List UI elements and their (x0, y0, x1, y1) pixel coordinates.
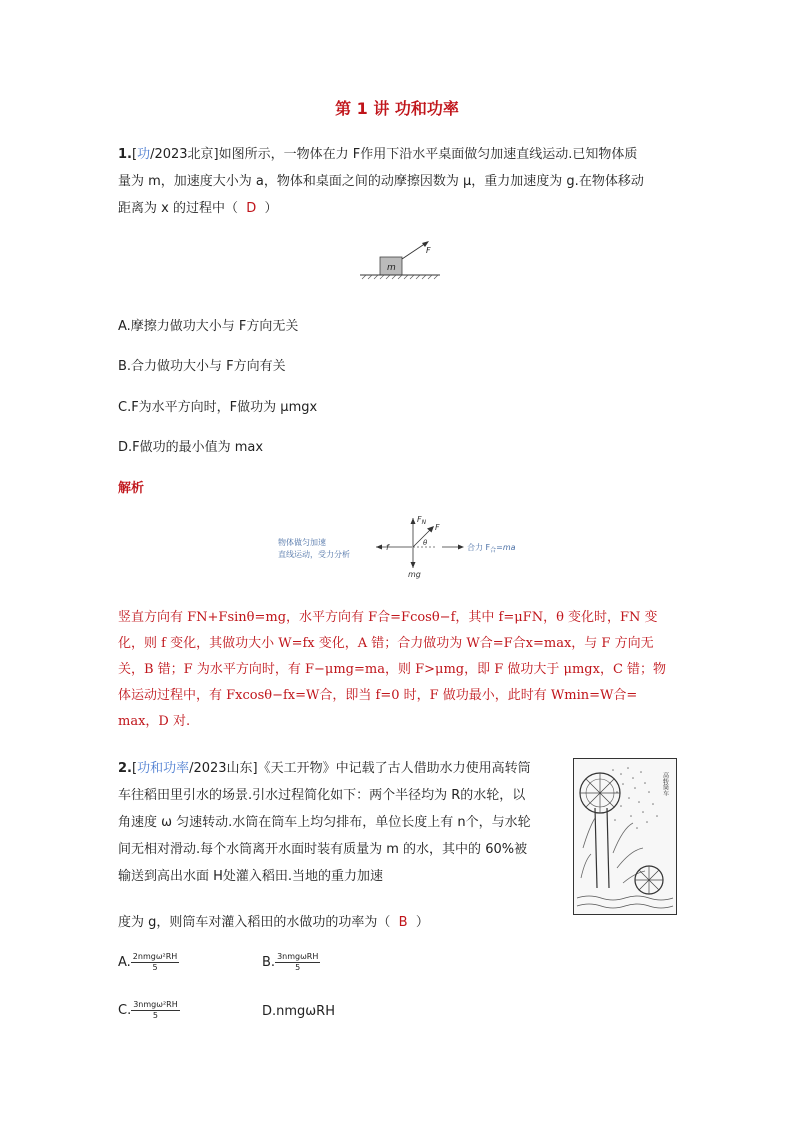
q1-line-1: 1.[功/2023北京]如图所示，一物体在力 F作用下沿水平桌面做匀加速直线运动.已知物体质 (118, 147, 638, 162)
q1-figure-block-force (356, 236, 446, 286)
svg-text:合力 F合=ma: 合力 $F_合=ma$ (467, 543, 516, 554)
q1-option-d: D.F做功的最小值为 max (118, 440, 264, 455)
q2-line-1: 2.[功和功率/2023山东]《天工开物》中记载了古人借助水力使用高转筒 (118, 761, 531, 776)
q2-answer: B (398, 915, 408, 930)
q1-option-b: B.合力做功大小与 F方向有关 (118, 359, 286, 374)
ground-hatch (362, 275, 438, 279)
svg-text:FN: $F_N$ (417, 515, 427, 526)
solution-line-4: 体运动过程中，有 Fxcosθ−fx=W合，即当 f=0 时，F 做功最小，此时有 Wmin=W合= (118, 688, 638, 703)
diagram-f-label: f (386, 543, 389, 552)
waterwheel-illustration (573, 758, 677, 915)
q2-line-2: 车往稻田里引水的场景.引水过程简化如下：两个半径均为 R的水轮，以 (118, 788, 526, 803)
question-2-stem (118, 755, 573, 890)
q1-answer: D (246, 201, 257, 216)
q2-line-3: 角速度 ω 匀速转动.水筒在筒车上均匀排布，单位长度上有 n个，与水轮 (118, 815, 531, 830)
q2-option-d: D.nmgωRH (262, 1004, 335, 1019)
q2-line-6: 度为 g，则筒车对灌入稻田的水做功的功率为（ B ） (118, 915, 429, 930)
diagram-F-label: F (435, 523, 440, 532)
force-line (402, 243, 426, 259)
diagram-note-1: 物体做匀加速 (278, 538, 326, 547)
q1-line-2: 量为 m，加速度大小为 a，物体和桌面之间的动摩擦因数为 μ，重力加速度为 g.在物体移动 (118, 174, 644, 189)
diagram-theta: θ (423, 539, 428, 547)
page-title: 第 1 讲 功和功率 (335, 99, 459, 118)
q2-option-c: C. $\frac{\text{3nmgω²RH}}{5}$ (118, 1000, 178, 1020)
q2-number: 2. (118, 761, 132, 776)
q1-tag[interactable]: 功 (137, 147, 151, 162)
left-arrowhead-icon (376, 545, 382, 550)
q2-line-4: 间无相对滑动.每个水筒离开水面时装有质量为 m 的水，其中的 60%被 (118, 842, 528, 857)
right-arrowhead-icon (458, 545, 464, 550)
illustration-caption: 高转筒车 (661, 772, 669, 796)
q1-force-diagram (272, 510, 522, 580)
q2-line-5: 输送到高出水面 H处灌入稻田.当地的重力加速 (118, 869, 384, 884)
q2-option-b: B. $\frac{\text{3nmgωRH}}{5}$ (262, 952, 319, 972)
q1-option-c: C.F为水平方向时，F做功为 μmgx (118, 400, 318, 415)
solution-line-5: max，D 对. (118, 714, 191, 729)
solution-line-2: 化，则 f 变化，其做功大小 W=fx 变化，A 错；合力做功为 W合=F合x=max，与 F 方向无 (118, 636, 654, 651)
q1-line-3: 距离为 x 的过程中（ D ） (118, 201, 278, 216)
down-arrowhead-icon (411, 562, 416, 568)
solution-line-3: 关，B 错；F 为水平方向时，有 F−μmg=ma，则 F>μmg，即 F 做功大于 μmgx，C 错；物 (118, 662, 667, 677)
q1-option-a: A.摩擦力做功大小与 F方向无关 (118, 319, 299, 334)
diagram-mg-label: mg (408, 570, 421, 579)
q2-tag[interactable]: 功和功率 (137, 761, 190, 776)
force-label: F (426, 246, 431, 255)
q1-number: 1. (118, 147, 132, 162)
solution-line-1: 竖直方向有 FN+Fsinθ=mg，水平方向有 F合=Fcosθ−f，其中 f=μFN，θ 变化时，FN 变 (118, 610, 658, 625)
block-label: m (387, 263, 396, 273)
question-1-stem (118, 141, 688, 222)
diagram-note-2: 直线运动，受力分析 (278, 550, 350, 559)
analysis-label: 解析 (118, 481, 145, 496)
q2-option-a: A. $\frac{\text{2nmgω²RH}}{5}$ (118, 952, 178, 972)
q1-solution (118, 605, 683, 735)
up-arrowhead-icon (411, 518, 416, 524)
